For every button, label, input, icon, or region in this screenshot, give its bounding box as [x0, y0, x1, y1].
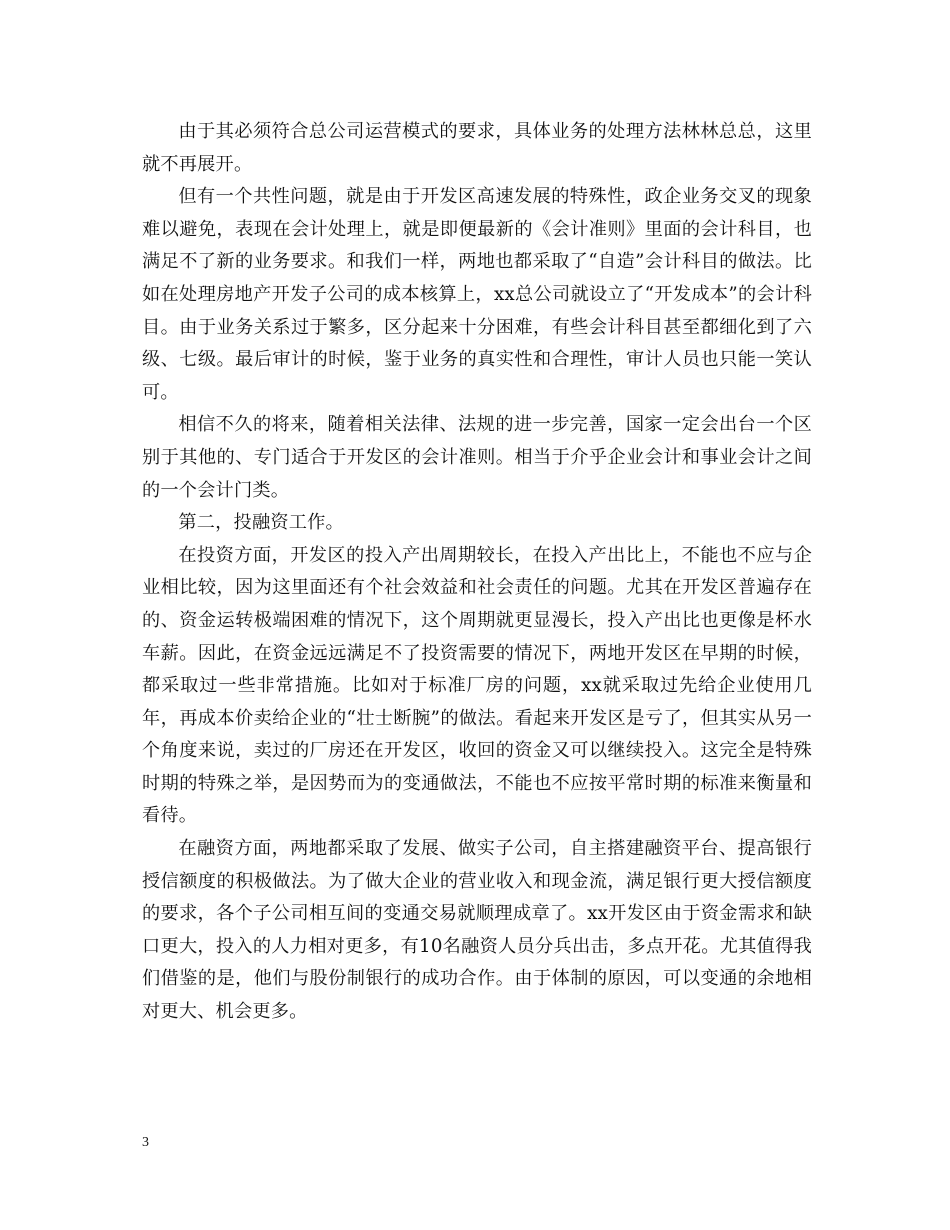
paragraph-financing: 在融资方面，两地都采取了发展、做实子公司，自主搭建融资平台、提高银行授信额度的积极做法。为了做大企业的营业收入和现金流，满足银行更大授信额度的要求，各个子公司相互间的变通交易就顺理成章了。xx开发区由于资金需求和缺口更大，投入的人力相对更多，有10名融资人员分兵出击，多点开花。尤其值得我们借鉴的是，他们与股份制银行的成功合作。由于体制的原因，可以变通的余地相对更大、机会更多。 [142, 838, 812, 1023]
body-text [142, 116, 812, 1029]
paragraph-2: 但有一个共性问题，就是由于开发区高速发展的特殊性，政企业务交叉的现象难以避免，表现在会计处理上，就是即便最新的《会计准则》里面的会计科目，也满足不了新的业务要求。和我们一样，两地也都采取了“自造”会计科目的做法。比如在处理房地产开发子公司的成本核算上，xx总公司就设立了“开发成本”的会计科目。由于业务关系过于繁多，区分起来十分困难，有些会计科目甚至都细化到了六级、七级。最后审计的时候，鉴于业务的真实性和合理性，审计人员也只能一笑认可。 [142, 186, 812, 403]
paragraph-investment: 在投资方面，开发区的投入产出周期较长，在投入产出比上，不能也不应与企业相比较，因为这里面还有个社会效益和社会责任的问题。尤其在开发区普遍存在的、资金运转极端困难的情况下，这个周期就更显漫长，投入产出比也更像是杯水车薪。因此，在资金远远满足不了投资需要的情况下，两地开发区在早期的时候，都采取过一些非常措施。比如对于标准厂房的问题，xx就采取过先给企业使用几年，再成本价卖给企业的“壮士断腕”的做法。看起来开发区是亏了，但其实从另一个角度来说，卖过的厂房还在开发区，收回的资金又可以继续投入。这完全是特殊时期的特殊之举，是因势而为的变通做法，不能也不应按平常时期的标准来衡量和看待。 [142, 544, 812, 827]
section-heading-investment-financing: 第二，投融资工作。 [178, 512, 344, 534]
page-number: 3 [142, 1135, 149, 1150]
paragraph-1: 由于其必须符合总公司运营模式的要求，具体业务的处理方法林林总总，这里就不再展开。 [142, 121, 812, 175]
paragraph-3: 相信不久的将来，随着相关法律、法规的进一步完善，国家一定会出台一个区别于其他的、专门适合于开发区的会计准则。相当于介乎企业会计和事业会计之间的一个会计门类。 [142, 414, 812, 501]
